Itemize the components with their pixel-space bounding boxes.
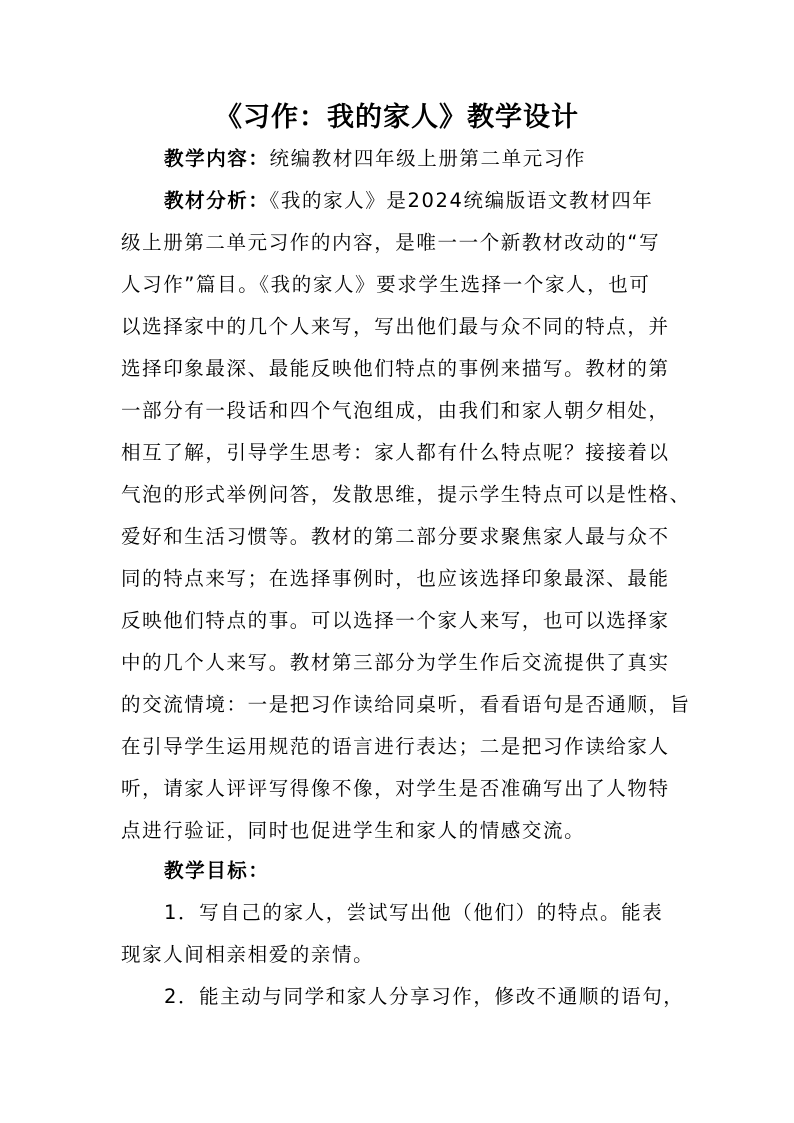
analysis-line: 一部分有一段话和四个气泡组成，由我们和家人朝夕相处， bbox=[121, 399, 670, 422]
analysis-line: 中的几个人来写。教材第三部分为学生作后交流提供了真实 bbox=[121, 651, 670, 674]
document-title: 《习作：我的家人》教学设计 bbox=[215, 102, 579, 133]
content-paragraph bbox=[164, 144, 586, 174]
content-text: 统编教材四年级上册第二单元习作 bbox=[269, 147, 587, 170]
analysis-line: 点进行验证，同时也促进学生和家人的情感交流。 bbox=[121, 819, 586, 842]
analysis-line: 气泡的形式举例问答，发散思维，提示学生特点可以是性格、 bbox=[121, 483, 691, 506]
analysis-line: 人习作”篇目。《我的家人》要求学生选择一个家人，也可 bbox=[121, 273, 651, 296]
goal-line: 1．写自己的家人，尝试写出他（他们）的特点。能表 bbox=[164, 901, 664, 924]
analysis-line: 相互了解，引导学生思考：家人都有什么特点呢？接接着以 bbox=[121, 441, 670, 464]
analysis-line: 的交流情境：一是把习作读给同桌听，看看语句是否通顺，旨 bbox=[121, 693, 691, 716]
analysis-line: 爱好和生活习惯等。教材的第二部分要求聚焦家人最与众不 bbox=[121, 525, 670, 548]
analysis-line: 选择印象最深、最能反映他们特点的事例来描写。教材的第 bbox=[121, 357, 670, 380]
analysis-line: 以选择家中的几个人来写，写出他们最与众不同的特点，并 bbox=[121, 315, 670, 338]
analysis-line: 反映他们特点的事。可以选择一个家人来写，也可以选择家 bbox=[121, 609, 670, 632]
content-heading: 教学内容： bbox=[164, 147, 270, 170]
analysis-line: 级上册第二单元习作的内容，是唯一一个新教材改动的“写 bbox=[121, 231, 661, 254]
analysis-heading: 教材分析： bbox=[164, 189, 270, 212]
analysis-line: 《我的家人》是2024统编版语文教材四年 bbox=[269, 189, 654, 212]
goal-line: 现家人间相亲相爱的亲情。 bbox=[121, 943, 375, 966]
goal-line: 2．能主动与同学和家人分享习作，修改不通顺的语句， bbox=[164, 985, 685, 1008]
analysis-line: 听，请家人评评写得像不像，对学生是否准确写出了人物特 bbox=[121, 777, 670, 800]
goals-heading: 教学目标： bbox=[164, 859, 270, 882]
analysis-line: 在引导学生运用规范的语言进行表达；二是把习作读给家人 bbox=[121, 735, 670, 758]
analysis-first-line bbox=[164, 186, 653, 216]
analysis-line: 同的特点来写；在选择事例时，也应该选择印象最深、最能 bbox=[121, 567, 670, 590]
